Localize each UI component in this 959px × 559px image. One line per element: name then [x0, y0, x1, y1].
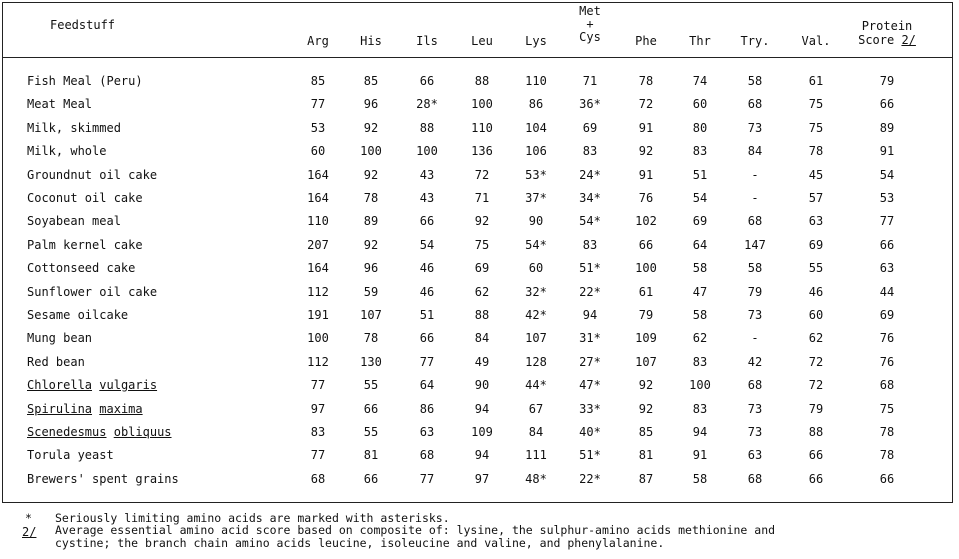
cell-val: 46 [808, 285, 824, 299]
cell-protein-score: 89 [879, 121, 895, 135]
table-row [0, 304, 959, 326]
cell-try: - [751, 191, 759, 205]
cell-arg: 112 [307, 355, 329, 369]
header-lys: Lys [525, 34, 547, 48]
cell-phe: 81 [638, 448, 654, 462]
cell-ils: 66 [419, 331, 435, 345]
cell-val: 79 [808, 402, 824, 416]
cell-arg: 77 [310, 378, 326, 392]
cell-his: 92 [363, 168, 379, 182]
cell-thr: 83 [692, 355, 708, 369]
cell-val: 61 [808, 74, 824, 88]
cell-phe: 66 [638, 238, 654, 252]
footnote-star-text: Seriously limiting amino acids are marked with asterisks. [55, 511, 450, 525]
cell-met-cys: 31* [579, 331, 601, 345]
table-row [0, 93, 959, 115]
row-feedstuff-name: Milk, whole [27, 144, 107, 158]
cell-leu: 109 [471, 425, 493, 439]
cell-protein-score: 78 [879, 448, 895, 462]
cell-thr: 58 [692, 472, 708, 486]
cell-val: 78 [808, 144, 824, 158]
cell-thr: 74 [692, 74, 708, 88]
row-feedstuff-name: Scenedesmus obliquus [27, 425, 172, 439]
cell-thr: 64 [692, 238, 708, 252]
cell-phe: 107 [635, 355, 657, 369]
cell-try: 84 [747, 144, 763, 158]
cell-thr: 94 [692, 425, 708, 439]
cell-try: 73 [747, 121, 763, 135]
cell-lys: 90 [528, 214, 544, 228]
cell-leu: 62 [474, 285, 490, 299]
header-arg: Arg [307, 34, 329, 48]
cell-met-cys: 40* [579, 425, 601, 439]
cell-lys: 107 [525, 331, 547, 345]
cell-leu: 49 [474, 355, 490, 369]
cell-try: 68 [747, 97, 763, 111]
cell-phe: 102 [635, 214, 657, 228]
row-feedstuff-name: Sunflower oil cake [27, 285, 158, 299]
cell-met-cys: 24* [579, 168, 601, 182]
cell-met-cys: 83 [582, 238, 598, 252]
header-cys-label: Cys [579, 30, 601, 44]
row-feedstuff-name: Red bean [27, 355, 85, 369]
cell-met-cys: 22* [579, 472, 601, 486]
cell-his: 66 [363, 472, 379, 486]
cell-lys: 111 [525, 448, 547, 462]
header-feedstuff: Feedstuff [50, 18, 116, 32]
header-try: Try. [740, 34, 770, 48]
cell-his: 96 [363, 97, 379, 111]
cell-protein-score: 66 [879, 238, 895, 252]
cell-try: 58 [747, 261, 763, 275]
cell-met-cys: 51* [579, 261, 601, 275]
cell-phe: 92 [638, 144, 654, 158]
cell-val: 66 [808, 472, 824, 486]
cell-leu: 88 [474, 308, 490, 322]
table-row [0, 164, 959, 186]
cell-lys: 54* [525, 238, 547, 252]
cell-met-cys: 34* [579, 191, 601, 205]
cell-arg: 191 [307, 308, 329, 322]
cell-protein-score: 76 [879, 331, 895, 345]
cell-thr: 80 [692, 121, 708, 135]
cell-leu: 71 [474, 191, 490, 205]
cell-phe: 76 [638, 191, 654, 205]
cell-arg: 77 [310, 97, 326, 111]
cell-lys: 67 [528, 402, 544, 416]
cell-ils: 43 [419, 168, 435, 182]
cell-his: 130 [360, 355, 382, 369]
cell-his: 92 [363, 238, 379, 252]
cell-thr: 83 [692, 402, 708, 416]
table-row [0, 140, 959, 162]
cell-phe: 92 [638, 402, 654, 416]
cell-ils: 77 [419, 355, 435, 369]
row-feedstuff-name: Torula yeast [27, 448, 114, 462]
cell-ils: 54 [419, 238, 435, 252]
cell-try: - [751, 331, 759, 345]
cell-ils: 77 [419, 472, 435, 486]
cell-his: 89 [363, 214, 379, 228]
cell-val: 60 [808, 308, 824, 322]
cell-arg: 164 [307, 261, 329, 275]
cell-val: 57 [808, 191, 824, 205]
cell-ils: 100 [416, 144, 438, 158]
row-feedstuff-name: Chlorella vulgaris [27, 378, 158, 392]
row-feedstuff-name: Brewers' spent grains [27, 472, 179, 486]
cell-protein-score: 78 [879, 425, 895, 439]
cell-val: 62 [808, 331, 824, 345]
table-row [0, 421, 959, 443]
row-feedstuff-name: Cottonseed cake [27, 261, 136, 275]
cell-his: 55 [363, 425, 379, 439]
table-row [0, 468, 959, 490]
header-val: Val. [801, 34, 831, 48]
footnote-2-mark: 2/ [22, 525, 37, 539]
cell-try: 68 [747, 378, 763, 392]
cell-thr: 83 [692, 144, 708, 158]
row-feedstuff-name: Sesame oilcake [27, 308, 129, 322]
cell-val: 72 [808, 378, 824, 392]
cell-his: 107 [360, 308, 382, 322]
cell-leu: 88 [474, 74, 490, 88]
cell-thr: 62 [692, 331, 708, 345]
cell-his: 78 [363, 191, 379, 205]
table-row [0, 398, 959, 420]
cell-arg: 68 [310, 472, 326, 486]
header-his: His [360, 34, 382, 48]
cell-protein-score: 54 [879, 168, 895, 182]
row-feedstuff-name: Soyabean meal [27, 214, 121, 228]
header-leu: Leu [471, 34, 493, 48]
cell-thr: 47 [692, 285, 708, 299]
table-row [0, 281, 959, 303]
cell-leu: 136 [471, 144, 493, 158]
cell-val: 69 [808, 238, 824, 252]
cell-arg: 110 [307, 214, 329, 228]
cell-arg: 83 [310, 425, 326, 439]
cell-protein-score: 79 [879, 74, 895, 88]
cell-phe: 91 [638, 121, 654, 135]
cell-met-cys: 51* [579, 448, 601, 462]
cell-leu: 100 [471, 97, 493, 111]
cell-arg: 53 [310, 121, 326, 135]
cell-lys: 106 [525, 144, 547, 158]
cell-his: 100 [360, 144, 382, 158]
table-row [0, 117, 959, 139]
cell-lys: 48* [525, 472, 547, 486]
cell-leu: 90 [474, 378, 490, 392]
header-rule [2, 57, 953, 58]
cell-lys: 128 [525, 355, 547, 369]
cell-phe: 91 [638, 168, 654, 182]
cell-protein-score: 63 [879, 261, 895, 275]
row-feedstuff-name: Spirulina maxima [27, 402, 143, 416]
cell-arg: 112 [307, 285, 329, 299]
cell-lys: 32* [525, 285, 547, 299]
table-row [0, 210, 959, 232]
cell-protein-score: 44 [879, 285, 895, 299]
cell-phe: 72 [638, 97, 654, 111]
cell-phe: 79 [638, 308, 654, 322]
cell-try: 73 [747, 425, 763, 439]
cell-try: 68 [747, 472, 763, 486]
cell-try: 68 [747, 214, 763, 228]
cell-protein-score: 66 [879, 97, 895, 111]
table-row [0, 257, 959, 279]
cell-thr: 69 [692, 214, 708, 228]
cell-protein-score: 77 [879, 214, 895, 228]
table-row [0, 444, 959, 466]
row-feedstuff-name: Coconut oil cake [27, 191, 143, 205]
cell-met-cys: 69 [582, 121, 598, 135]
cell-protein-score: 76 [879, 355, 895, 369]
cell-arg: 77 [310, 448, 326, 462]
cell-val: 55 [808, 261, 824, 275]
cell-ils: 68 [419, 448, 435, 462]
cell-try: 79 [747, 285, 763, 299]
header-met-cys [560, 4, 620, 44]
cell-lys: 84 [528, 425, 544, 439]
cell-val: 63 [808, 214, 824, 228]
header-protein-label: Protein [861, 19, 913, 33]
cell-phe: 87 [638, 472, 654, 486]
cell-leu: 75 [474, 238, 490, 252]
footnote-2-line1: Average essential amino acid score based on composite of: lysine, the sulphur-amino acids methionine and [55, 523, 776, 537]
cell-phe: 100 [635, 261, 657, 275]
footnote-star-mark: * [25, 511, 32, 525]
cell-protein-score: 53 [879, 191, 895, 205]
cell-met-cys: 22* [579, 285, 601, 299]
cell-lys: 44* [525, 378, 547, 392]
cell-met-cys: 71 [582, 74, 598, 88]
header-phe: Phe [635, 34, 657, 48]
cell-lys: 86 [528, 97, 544, 111]
cell-leu: 92 [474, 214, 490, 228]
cell-try: 73 [747, 402, 763, 416]
cell-arg: 164 [307, 168, 329, 182]
cell-thr: 100 [689, 378, 711, 392]
cell-leu: 84 [474, 331, 490, 345]
cell-thr: 58 [692, 261, 708, 275]
cell-phe: 92 [638, 378, 654, 392]
header-thr: Thr [689, 34, 711, 48]
cell-lys: 37* [525, 191, 547, 205]
cell-lys: 110 [525, 74, 547, 88]
cell-leu: 72 [474, 168, 490, 182]
cell-thr: 51 [692, 168, 708, 182]
cell-arg: 97 [310, 402, 326, 416]
header-met-label: Met [579, 4, 601, 18]
cell-his: 85 [363, 74, 379, 88]
cell-ils: 28* [416, 97, 438, 111]
cell-val: 45 [808, 168, 824, 182]
cell-val: 66 [808, 448, 824, 462]
cell-met-cys: 54* [579, 214, 601, 228]
cell-his: 96 [363, 261, 379, 275]
header-score-footnote-ref: 2/ [901, 33, 916, 47]
row-feedstuff-name: Groundnut oil cake [27, 168, 158, 182]
cell-met-cys: 33* [579, 402, 601, 416]
row-feedstuff-name: Mung bean [27, 331, 93, 345]
cell-phe: 109 [635, 331, 657, 345]
cell-try: 58 [747, 74, 763, 88]
cell-arg: 60 [310, 144, 326, 158]
cell-lys: 53* [525, 168, 547, 182]
cell-thr: 54 [692, 191, 708, 205]
cell-arg: 85 [310, 74, 326, 88]
row-feedstuff-name: Milk, skimmed [27, 121, 121, 135]
cell-phe: 85 [638, 425, 654, 439]
cell-his: 55 [363, 378, 379, 392]
cell-his: 66 [363, 402, 379, 416]
cell-ils: 88 [419, 121, 435, 135]
cell-try: - [751, 168, 759, 182]
cell-try: 42 [747, 355, 763, 369]
cell-val: 75 [808, 121, 824, 135]
row-feedstuff-name: Meat Meal [27, 97, 93, 111]
cell-arg: 207 [307, 238, 329, 252]
table-row [0, 234, 959, 256]
table-row [0, 374, 959, 396]
cell-leu: 94 [474, 448, 490, 462]
cell-protein-score: 91 [879, 144, 895, 158]
cell-arg: 100 [307, 331, 329, 345]
cell-met-cys: 83 [582, 144, 598, 158]
table-row [0, 187, 959, 209]
cell-protein-score: 68 [879, 378, 895, 392]
cell-ils: 51 [419, 308, 435, 322]
cell-ils: 66 [419, 74, 435, 88]
cell-lys: 42* [525, 308, 547, 322]
table-row [0, 351, 959, 373]
cell-met-cys: 27* [579, 355, 601, 369]
cell-phe: 78 [638, 74, 654, 88]
cell-leu: 97 [474, 472, 490, 486]
table-row [0, 327, 959, 349]
cell-thr: 58 [692, 308, 708, 322]
cell-val: 72 [808, 355, 824, 369]
cell-protein-score: 75 [879, 402, 895, 416]
cell-ils: 64 [419, 378, 435, 392]
table-row [0, 70, 959, 92]
cell-thr: 60 [692, 97, 708, 111]
cell-leu: 94 [474, 402, 490, 416]
footnote-2-line2: cystine; the branch chain amino acids leucine, isoleucine and valine, and phenylalanine. [55, 536, 665, 550]
cell-lys: 60 [528, 261, 544, 275]
header-protein-score [852, 19, 922, 47]
cell-arg: 164 [307, 191, 329, 205]
cell-met-cys: 47* [579, 378, 601, 392]
cell-met-cys: 94 [582, 308, 598, 322]
header-score-label: Score 2/ [858, 33, 916, 47]
header-ils: Ils [416, 34, 438, 48]
cell-leu: 69 [474, 261, 490, 275]
cell-his: 92 [363, 121, 379, 135]
cell-ils: 66 [419, 214, 435, 228]
cell-val: 75 [808, 97, 824, 111]
cell-try: 73 [747, 308, 763, 322]
cell-ils: 86 [419, 402, 435, 416]
cell-phe: 61 [638, 285, 654, 299]
cell-ils: 46 [419, 261, 435, 275]
cell-protein-score: 69 [879, 308, 895, 322]
row-feedstuff-name: Fish Meal (Peru) [27, 74, 143, 88]
cell-his: 81 [363, 448, 379, 462]
cell-lys: 104 [525, 121, 547, 135]
cell-try: 147 [744, 238, 766, 252]
cell-met-cys: 36* [579, 97, 601, 111]
row-feedstuff-name: Palm kernel cake [27, 238, 143, 252]
cell-thr: 91 [692, 448, 708, 462]
cell-leu: 110 [471, 121, 493, 135]
cell-his: 59 [363, 285, 379, 299]
cell-ils: 63 [419, 425, 435, 439]
cell-protein-score: 66 [879, 472, 895, 486]
cell-try: 63 [747, 448, 763, 462]
cell-ils: 46 [419, 285, 435, 299]
cell-ils: 43 [419, 191, 435, 205]
cell-his: 78 [363, 331, 379, 345]
cell-val: 88 [808, 425, 824, 439]
header-met-plus: + [586, 17, 594, 31]
